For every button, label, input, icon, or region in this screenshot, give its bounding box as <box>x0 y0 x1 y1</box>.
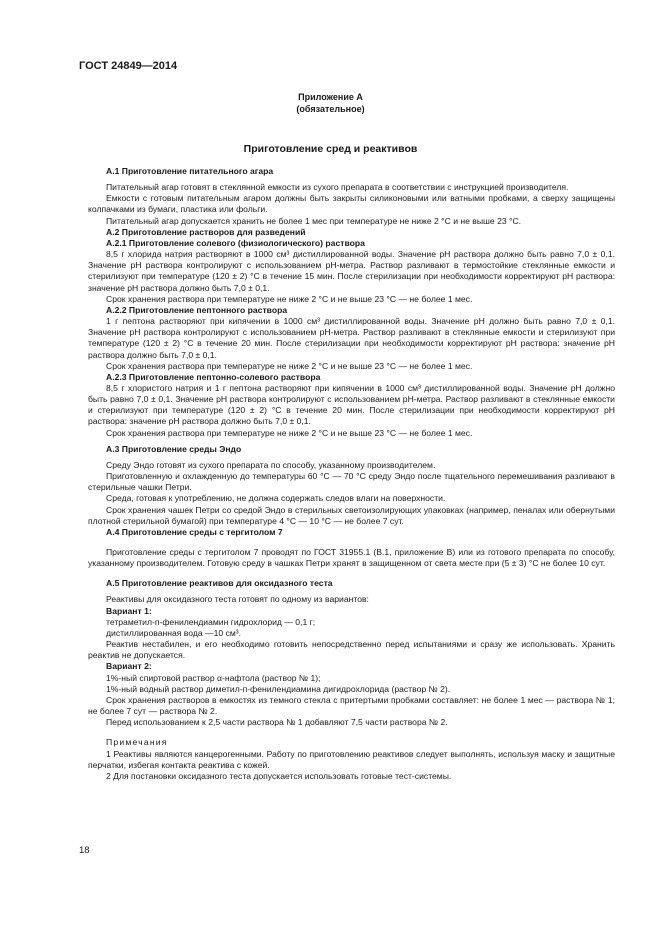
appendix-title: Приложение А <box>298 92 363 102</box>
paragraph: 8,5 г хлорида натрия растворяют в 1000 см³ дистиллированной воды. Значение рН раствора должно быть равно 7,0 ± 0,1. Значение рН раствора контролируют с использованием рН-метра. Раствор разливают в термостойкие стеклянные емкости и стерилизуют при температуре (120 ± 2) °С в течение 15 мин. После стерилизации при необходимости корректируют рН раствора: значение рН раствора должно быть 7,0 ± 0,1. <box>88 249 615 293</box>
subsection-heading: А.2.2 Приготовление пептонного раствора <box>106 304 288 315</box>
main-title: Приготовление сред и реактивов <box>243 143 418 155</box>
paragraph: Срок хранения раствора при температуре не ниже 2 °С и не выше 23 °С — не более 1 мес. <box>106 360 473 371</box>
note-item: 2 Для постановки оксидазного теста допускается использовать готовые тест-системы. <box>106 770 452 781</box>
document-body <box>88 166 615 782</box>
note-item: 1 Реактивы являются канцерогенными. Работу по приготовлению реактивов следует выполнять, используя маску и защитные перчатки, избегая контакта реактива с кожей. <box>88 748 615 770</box>
variant-heading: Вариант 2: <box>106 661 152 672</box>
list-item: 1%-ный водный раствор диметил-п-фенилендиамина дигидрохлорида (раствор № 2). <box>106 683 451 694</box>
list-item: дистиллированная вода —10 см³. <box>106 627 242 638</box>
appendix-status: (обязательное) <box>296 104 365 114</box>
paragraph: 1 г пептона растворяют при кипячении в 1000 см³ дистиллированной воды. Значение рН должно быть равно 7,0 ± 0,1. Значение рН раствора контролируют с использованием рН-метра. Раствор разливают в стеклянные емкости и стерилизуют при температуре (120 ± 2) °С в течение 20 мин. После стерилизации при необходимости корректируют рН раствора: значение рН раствора должно быть 7,0 ± 0,1. <box>88 316 615 360</box>
page-number: 18 <box>79 845 90 856</box>
paragraph: Срок хранения раствора при температуре не ниже 2 °С и не выше 23 °С — не более 1 мес. <box>106 293 473 304</box>
section-heading: А.3 Приготовление среды Эндо <box>106 443 242 454</box>
paragraph: Питательный агар допускается хранить не более 1 мес при температуре не ниже 2 °С и не выше 23 °С. <box>106 215 522 226</box>
paragraph: Срок хранения чашек Петри со средой Эндо в стерильных светоизолирующих упаковках (например, пеналах или обернутыми плотной стерильной бумагой) при температуре 4 °С — 10 °С — не более 7 сут. <box>88 504 615 526</box>
paragraph: 8,5 г хлористого натрия и 1 г пептона растворяют при кипячении в 1000 см³ дистиллированной воды. Значение рН должно быть равно 7,0 ± 0,1. Значение рН раствора контролируют с использованием рН-метра. Раствор разливают в стеклянные емкости и стерилизуют при температуре (120 ± 2) °С в течение 20 мин. После стерилизации при необходимости корректируют рН раствора: значение рН раствора должно быть 7,0 ± 0,1. <box>88 382 615 427</box>
section-heading: А.1 Приготовление питательного агара <box>106 166 274 176</box>
subsection-heading: А.2.1 Приготовление солевого (физиологического) раствора <box>106 237 365 248</box>
paragraph: Реактивы для оксидазного теста готовят по одному из вариантов: <box>106 594 369 605</box>
list-item: тетраметил-п-фенилендиамин гидрохлорид — 0,1 г; <box>106 616 316 627</box>
document-code: ГОСТ 24849—2014 <box>79 60 178 72</box>
variant-heading: Вариант 1: <box>106 605 152 616</box>
paragraph: Реактив нестабилен, и его необходимо готовить непосредственно перед испытаниями и сразу же использовать. Хранить реактив не допускается. <box>88 639 615 661</box>
subsection-heading: А.2.3 Приготовление пептонно-солевого раствора <box>106 371 321 382</box>
paragraph: Срок хранения раствора при температуре не ниже 2 °С и не выше 23 °С — не более 1 мес. <box>106 427 473 438</box>
paragraph: Емкости с готовым питательным агаром должны быть закрыты силиконовыми или ватными пробками, а сверху защищены колпачками из бумаги, пластика или фольги. <box>88 193 615 215</box>
paragraph: Приготовление среды с тергитолом 7 проводят по ГОСТ 31955.1 (В.1, приложение В) или из готового препарата по способу, указанному производителем. Готовую среду в чашках Петри хранят в защищенном от света месте при (5 ± 3) °С не более 10 сут. <box>88 547 615 569</box>
section-heading: А.4 Приготовление среды с тергитолом 7 <box>106 526 283 537</box>
section-heading: А.2 Приготовление растворов для разведений <box>106 226 306 237</box>
paragraph: Питательный агар готовят в стеклянной емкости из сухого препарата в соответствии с инструкцией производителя. <box>106 182 569 193</box>
paragraph: Срок хранения растворов в емкостях из темного стекла с притертыми пробками составляет: не более 1 мес — раствора № 1; не более 7 сут — раствора № 2. <box>88 694 615 717</box>
section-heading: А.5 Приготовление реактивов для оксидазного теста <box>106 578 333 589</box>
paragraph: Среда, готовая к употреблению, не должна содержать следов влаги на поверхности. <box>106 493 446 504</box>
list-item: 1%-ный спиртовой раствор α-нафтола (раствор № 1); <box>106 672 321 683</box>
paragraph: Приготовленную и охлажденную до температуры 60 °С — 70 °С среду Эндо после тщательного перемешивания разливают в стерильные чашки Петри. <box>88 471 615 493</box>
paragraph: Среду Эндо готовят из сухого препарата по способу, указанному производителем. <box>106 459 436 470</box>
paragraph: Перед использованием к 2,5 части раствора № 1 добавляют 7,5 части раствора № 2. <box>106 717 448 728</box>
notes-heading: Примечания <box>106 737 168 748</box>
